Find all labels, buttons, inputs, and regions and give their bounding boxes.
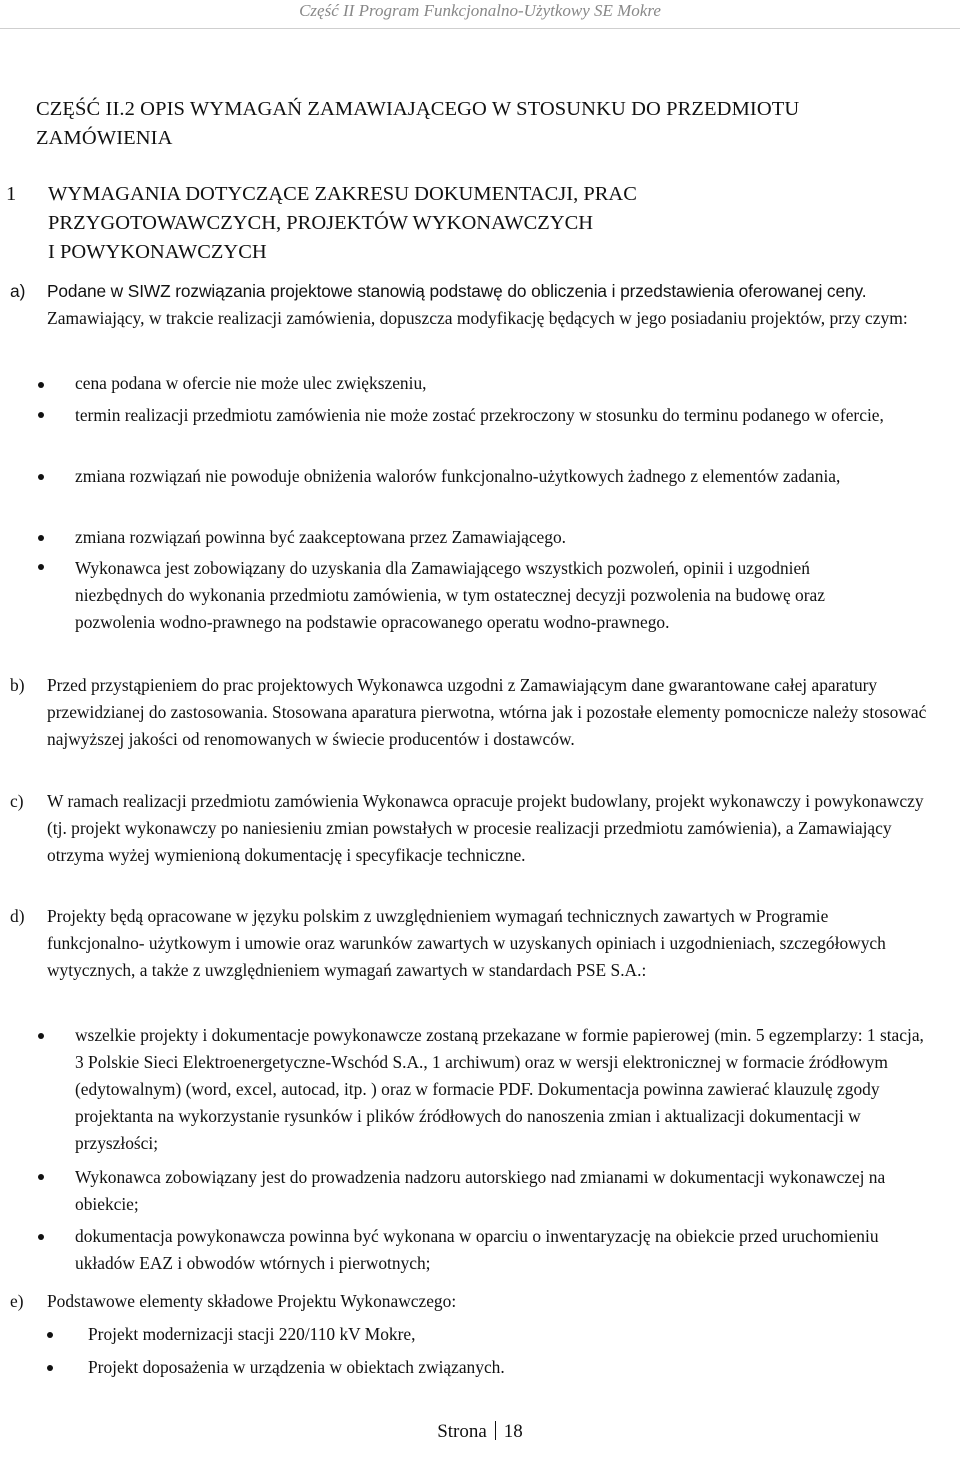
item-a-text: [47, 278, 947, 332]
item-a-bullet-3: zmiana rozwiązań nie powoduje obniżenia walorów funkcjonalno-użytkowych żadnego z elementów zadania,: [75, 466, 841, 486]
item-e-marker: e): [10, 1291, 24, 1311]
bullet-dot: [38, 1234, 44, 1240]
bullet-dot: [38, 564, 44, 570]
header-rule: [0, 28, 960, 29]
item-e-bullet-2: Projekt doposażenia w urządzenia w obiektach związanych.: [88, 1357, 505, 1377]
item-e-text: Podstawowe elementy składowe Projektu Wykonawczego:: [47, 1291, 457, 1311]
section-title-line-1: WYMAGANIA DOTYCZĄCE ZAKRESU DOKUMENTACJI, PRAC: [48, 183, 637, 205]
section-title: [48, 180, 928, 267]
item-a-bullet-4: zmiana rozwiązań powinna być zaakceptowana przez Zamawiającego.: [75, 527, 567, 547]
item-a-marker: a): [10, 281, 26, 301]
item-d-bullet-2: Wykonawca zobowiązany jest do prowadzenia nadzoru autorskiego nad zmianami w dokumentacji wykonawczej na obiekcie;: [75, 1167, 886, 1214]
item-d-bullet-1: wszelkie projekty i dokumentacje powykonawcze zostaną przekazane w formie papierowej (min. 5 egzemplarzy: 1 stacja, 3 Polskie Sieci Elektroenergetyczne-Wschód S.A., 1 archiwum) oraz w wersji elektronicznej w formacie źródłowym (edytowalnym) (word, excel, autocad, itp. ) oraz w formacie PDF. Dokumentacja powinna zawierać klauzulę zgody projektanta na wykorzystanie rysunków i plików źródłowych do nanoszenia zmian i aktualizacji dokumentacji w przyszłości;: [75, 1025, 924, 1153]
page-number: 18: [503, 1421, 523, 1442]
section-title-line-3: I POWYKONAWCZYCH: [48, 241, 267, 263]
bullet-dot: [38, 1174, 44, 1180]
page-footer: [0, 1418, 960, 1445]
item-b-marker: b): [10, 675, 25, 695]
item-a-bullet-5: Wykonawca jest zobowiązany do uzyskania dla Zamawiającego wszystkich pozwoleń, opinii i uzgodnień niezbędnych do wykonania przedmiotu zamówienia, w tym ostatecznej decyzji pozwolenia na budowę oraz pozwolenia wodno-prawnego na podstawie opracowanego operatu wodno-prawnego.: [75, 558, 825, 632]
part-heading: CZĘŚĆ II.2 OPIS WYMAGAŃ ZAMAWIAJĄCEGO W STOSUNKU DO PRZEDMIOTU ZAMÓWIENIA: [36, 98, 800, 149]
item-a-bullet-1: cena podana w ofercie nie może ulec zwiększeniu,: [75, 373, 427, 393]
footer-label: Strona: [437, 1421, 487, 1442]
bullet-dot: [47, 1332, 53, 1338]
item-b-text: Przed przystąpieniem do prac projektowych Wykonawca uzgodni z Zamawiającym dane gwarantowane całej aparatury przewidzianej do zastosowania. Stosowana aparatura pierwotna, wtórna jak i pozostałe elementy pomocnicze należy stosować najwyższej jakości od renomowanych w świecie producentów i dostawców.: [47, 675, 927, 749]
item-e-bullet-1: Projekt modernizacji stacji 220/110 kV Mokre,: [88, 1324, 416, 1344]
bullet-dot: [47, 1365, 53, 1371]
bullet-dot: [38, 535, 44, 541]
bullet-dot: [38, 474, 44, 480]
item-c-text: W ramach realizacji przedmiotu zamówienia Wykonawca opracuje projekt budowlany, projekt wykonawczy i powykonawczy (tj. projekt wykonawczy po naniesieniu zmian powstałych w procesie realizacji przedmiotu zamówienia), a Zamawiający otrzyma wyżej wymienioną dokumentację i specyfikacje techniczne.: [47, 791, 924, 865]
item-d-marker: d): [10, 906, 25, 926]
bullet-dot: [38, 382, 44, 388]
bullet-dot: [38, 1033, 44, 1039]
section-number: 1: [6, 183, 17, 205]
item-a-bullet-2: termin realizacji przedmiotu zamówienia nie może zostać przekroczony w stosunku do terminu podanego w ofercie,: [75, 405, 884, 425]
item-d-bullet-3: dokumentacja powykonawcza powinna być wykonana w oparciu o inwentaryzację na obiekcie przed uruchomieniu układów EAZ i obwodów wtórnych i pierwotnych;: [75, 1226, 879, 1273]
item-a-text-sans: Podane w SIWZ rozwiązania projektowe stanowią podstawę do obliczenia i przedstawienia oferowanej ceny.: [47, 281, 867, 301]
running-header: Część II Program Funkcjonalno-Użytkowy SE Mokre: [299, 1, 661, 20]
section-title-line-2: PRZYGOTOWAWCZYCH, PROJEKTÓW WYKONAWCZYCH: [48, 212, 594, 234]
footer-separator: [495, 1421, 496, 1440]
item-a-text-serif: Zamawiający, w trakcie realizacji zamówienia, dopuszcza modyfikację będących w jego posiadaniu projektów, przy czym:: [47, 308, 908, 328]
item-c-marker: c): [10, 791, 24, 811]
bullet-dot: [38, 412, 44, 418]
item-d-text: Projekty będą opracowane w języku polskim z uwzględnieniem wymagań technicznych zawartych w Programie funkcjonalno- użytkowym i umowie oraz warunków zawartych w uzyskanych opiniach i uzgodnieniach, szczegółowych wytycznych, a także z uwzględnieniem wymagań zawartych w standardach PSE S.A.:: [47, 906, 886, 980]
